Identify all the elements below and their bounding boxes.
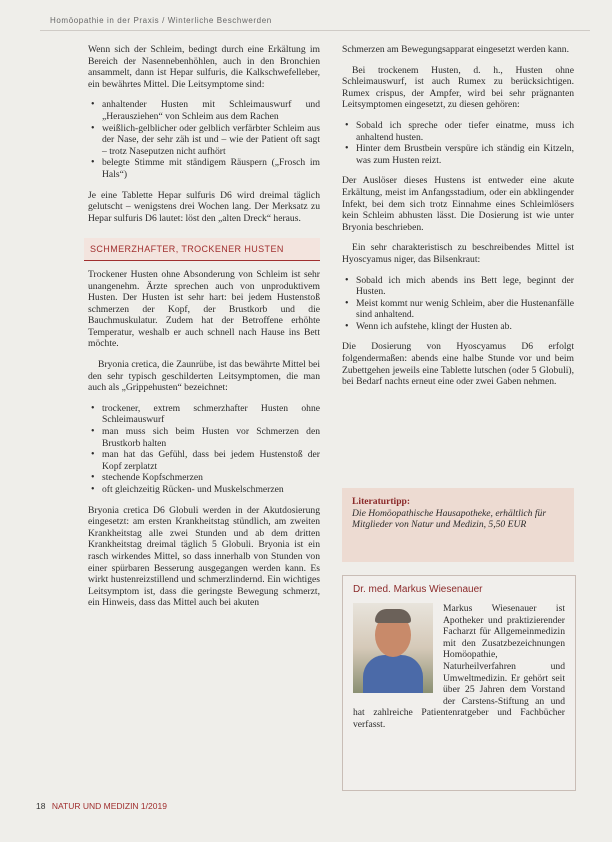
list-item: • Meist kommt nur wenig Schleim, aber die Hustenanfälle sind anhaltend.: [356, 298, 574, 321]
page-footer: [36, 801, 167, 811]
list-item: • man hat das Gefühl, dass bei jedem Hustenstoß der Kopf zerplatzt: [102, 449, 320, 472]
header-divider: [40, 30, 590, 31]
symptom-list: [342, 275, 574, 333]
list-item: • anhaltender Husten mit Schleimauswurf und „Herausziehen“ von Schleim aus dem Rachen: [102, 99, 320, 122]
paragraph: Bryonia cretica D6 Globuli werden in der Akutdosierung eingesetzt: am ersten Krankheitstag stündlich, am zweiten Krankheitstag alle zwei Stunden und ab dem dritten Krankheitstag dreimal täglich 5 Globuli. Bryonia ist ein rasch wirkendes Mittel, so dass innerhalb von Stunden von einer spürbaren Besserung ausgegangen werden kann. Es wirkt hustenreizstillend und schmerzlindernd. Ein wichtiges Leitsymptom ist, dass die geringste Bewegung schmerzt, ein Hinweis, dass das Mittel auch bei akuten: [88, 504, 320, 609]
literature-tip-box: [342, 488, 574, 562]
section-heading-box: [84, 238, 320, 261]
paragraph: Bei trockenem Husten, d. h., Husten ohne Schleimauswurf, ist auch Rumex zu berücksichtigen. Rumex crispus, der Ampfer, wird bei sehr prägnanten Leitsymptomen eingesetzt, zu diesen gehören:: [342, 64, 574, 111]
author-name: Dr. med. Markus Wiesenauer: [353, 584, 483, 595]
author-photo: [353, 603, 433, 693]
symptom-list: [342, 120, 574, 166]
running-header: Homöopathie in der Praxis / Winterliche Beschwerden: [50, 16, 272, 25]
paragraph: Wenn sich der Schleim, bedingt durch eine Erkältung im Bereich der Nasennebenhöhlen, auch in den Bronchien ansammelt, dann ist Hepar sulfuris, die Kalkschwefelleber, ein bewährtes Mittel. Die Leitsymptome sind:: [88, 44, 320, 90]
tip-text: Die Homöopathische Hausapotheke, erhältlich für Mitglieder von Natur und Medizin, 5,50 EUR: [352, 507, 547, 530]
left-column: [88, 44, 320, 618]
paragraph: Je eine Tablette Hepar sulfuris D6 wird dreimal täglich gelutscht – wenigstens drei Wochen lang. Der Merksatz zu Hepar sulfuris D6 lautet: löst den „alten Dreck“ heraus.: [88, 189, 320, 224]
list-item: • belegte Stimme mit ständigem Räuspern („Frosch im Hals“): [102, 157, 320, 180]
list-item: • Wenn ich aufstehe, klingt der Husten ab.: [356, 321, 574, 333]
right-column: [342, 44, 574, 397]
paragraph: Schmerzen am Bewegungsapparat eingesetzt werden kann.: [342, 44, 569, 55]
list-item: • stechende Kopfschmerzen: [102, 472, 320, 484]
paragraph: Die Dosierung von Hyoscyamus D6 erfolgt folgendermaßen: abends eine halbe Stunde vor und beim Zubettgehen jeweils eine Tablette lutschen (oder 5 Globuli), bei Bedarf nachts erneut eine oder zwei Gaben nehmen.: [342, 341, 574, 388]
paragraph: Der Auslöser dieses Hustens ist entweder eine akute Erkältung, meist im Anfangsstadium, oder ein abklingender Infekt, bei dem sich trotz Einnahme eines Schleimlösers kein Schleim abhusten lässt. Die Dosierung ist wie unter Bryonia beschrieben.: [342, 175, 574, 233]
list-item: • man muss sich beim Husten vor Schmerzen den Brustkorb halten: [102, 426, 320, 449]
symptom-list: [88, 403, 320, 496]
paragraph: Ein sehr charakteristisch zu beschreibendes Mittel ist Hyoscyamus niger, das Bilsenkraut:: [342, 242, 574, 265]
list-item: • oft gleichzeitig Rücken- und Muskelschmerzen: [102, 484, 320, 496]
list-item: • Hinter dem Brustbein verspüre ich ständig ein Kitzeln, was zum Husten reizt.: [356, 143, 574, 166]
list-item: • Sobald ich mich abends ins Bett lege, beginnt der Husten.: [356, 275, 574, 298]
magazine-issue: NATUR UND MEDIZIN 1/2019: [51, 801, 167, 811]
paragraph: Bryonia cretica, die Zaunrübe, ist das bewährte Mittel bei den sehr typisch geschilderten Leitsymptomen, die man auch als „Grippehusten“ bezeichnet:: [88, 359, 320, 394]
author-box: [342, 575, 576, 791]
author-bio: Markus Wiesenauer ist Apotheker und praktizierender Facharzt für Allgemeinmedizin mit den Zusatzbezeichnungen Homöopathie, Naturheilverfahren und Umweltmedizin. Er gehört seit über 25 Jahren dem Vorstand der Carstens-Stiftung an und hat zahlreiche Patientenratgeber und Fachbücher verfasst.: [353, 603, 565, 730]
list-item: • Sobald ich spreche oder tiefer einatme, muss ich anhaltend husten.: [356, 120, 574, 143]
page-number: 18: [36, 801, 46, 811]
list-item: • trockener, extrem schmerzhafter Husten ohne Schleimauswurf: [102, 403, 320, 426]
tip-label: Literaturtipp:: [352, 496, 411, 507]
list-item: • weißlich-gelblicher oder gelblich verfärbter Schleim aus der Nase, der sehr zäh ist und – wie der Patient oft sagt – trotz Naseputzen nicht aufhört: [102, 123, 320, 158]
symptom-list: [88, 99, 320, 180]
section-title: SCHMERZHAFTER, TROCKENER HUSTEN: [90, 244, 284, 255]
paragraph: Trockener Husten ohne Absonderung von Schleim ist sehr unangenehm. Ärzte sprechen auch von unproduktivem Husten. Der Husten ist sehr hart: bei jedem Hustenstoß schmerzen der Kopf, der Brustkorb und die Bauchmuskulatur. Zudem hat der Betroffene erhöhte Temperatur, weshalb er auch schnell nach Hause ins Bett möchte.: [88, 268, 320, 350]
